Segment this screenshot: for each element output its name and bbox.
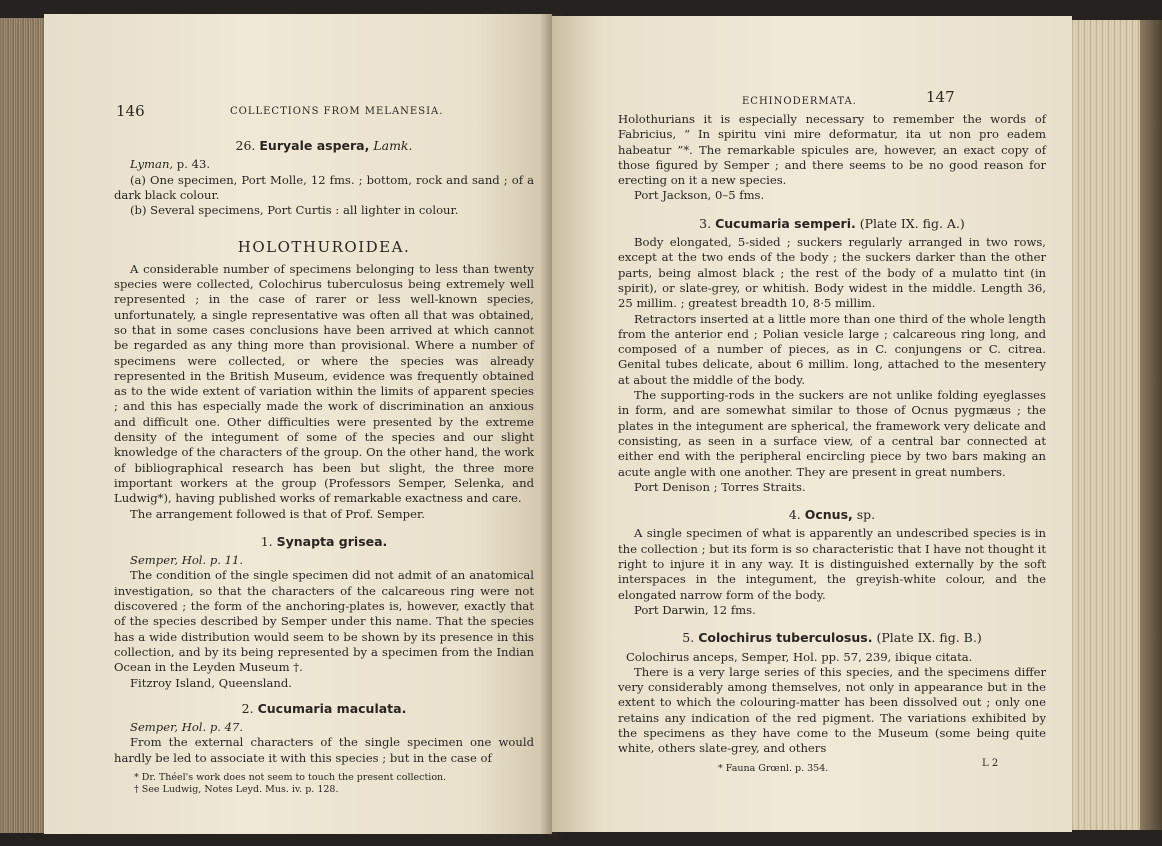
colochirus-heading: [618, 630, 1046, 645]
footnote-2: † See Ludwig, Notes Leyd. Mus. iv. p. 128.: [134, 783, 339, 795]
ocnus-locality: Port Darwin, 12 fms.: [634, 602, 756, 617]
continued-locality: Port Jackson, 0–5 fms.: [634, 188, 765, 203]
heading-name: Cucumaria maculata.: [257, 700, 407, 716]
left-page-text: [114, 130, 534, 796]
colochirus-synonym: Colochirus anceps, Semper, Hol. pp. 57, 239, ibique citata.: [626, 649, 973, 664]
semperi-para-1: Body elongated, 5-sided ; suckers regularly arranged in two rows, except at the two ends of the body ; the suckers darker than the other parts, being almost black ; the rest of the body of a mulatto tint (in spirit), or slate-grey, or whitish. Body widest in the middle. Length 36, 25 millim. ; greatest breadth 10, 8·5 millim.: [618, 235, 1046, 311]
heading-name: Ocnus,: [804, 507, 853, 523]
ref-page: p. 43.: [176, 157, 211, 172]
heading-plate: (Plate IX. fig. B.): [876, 630, 982, 646]
heading-plate: (Plate IX. fig. A.): [859, 215, 965, 231]
euryale-b: (b) Several specimens, Port Curtis : all lighter in colour.: [130, 203, 459, 218]
cucumaria-semperi-heading: [618, 216, 1046, 231]
holothuroidea-para-2: The arrangement followed is that of Prof. Semper.: [130, 506, 425, 521]
running-head-left: COLLECTIONS FROM MELANESIA.: [230, 106, 444, 117]
synapta-para: The condition of the single specimen did not admit of an anatomical investigation, so that the characters of the calcareous ring were not discovered ; the form of the anchoring-plates is, however, exactly that of the species described by Semper under this name. That the species has a wide distribution would seem to be shown by its presence in this collection, and by its being represented by a specimen from the Indian Ocean in the Leyden Museum †.: [114, 568, 534, 675]
footnote-right: * Fauna Grœnl. p. 354.: [718, 762, 829, 774]
semperi-para-3: The supporting-rods in the suckers are not unlike folding eyeglasses in form, and are somewhat similar to those of Ocnus pygmæus ; the plates in the integument are spherical, the framework very delicate and consisting, as seen in a surface view, of a central bar connected at either end with the peripheral encircling piece by two bars making an acute angle with one another. They are present in great numbers.: [618, 388, 1046, 479]
page-number-left: 146: [116, 102, 145, 120]
euryale-reference: [114, 157, 534, 172]
heading-number: 3.: [699, 215, 712, 231]
cucumaria-maculata-heading: [114, 701, 534, 716]
euryale-heading: [114, 138, 534, 153]
semperi-locality: Port Denison ; Torres Straits.: [634, 479, 806, 494]
left-page: [44, 14, 552, 834]
signature-mark: L 2: [982, 758, 999, 769]
cucumaria-maculata-reference: Semper, Hol. p. 47.: [130, 720, 244, 735]
synapta-reference: Semper, Hol. p. 11.: [130, 553, 244, 568]
left-footnotes: [114, 772, 534, 796]
heading-name: Cucumaria semperi.: [715, 215, 856, 231]
heading-number: 5.: [682, 630, 695, 646]
ocnus-para: A single specimen of what is apparently an undescribed species is in the collection ; but its form is so characteristic that I have not thought it right to injure it in any way. It is distinguished externally by the soft interspaces in the integument, the greyish-white colour, and the elongated narrow form of the body.: [618, 526, 1046, 602]
holothuroidea-para-1: A considerable number of specimens belonging to less than twenty species were collected, Colochirus tuberculosus being extremely well represented ; in the case of rarer or less well-known species, unfortunately, a single representative was often all that was obtained, so that in some cases conclusions have been arrived at which cannot be regarded as any thing more than provisional. Where a number of specimens were collected, or where the species was already represented in the British Museum, evidence was frequently obtained as to the wide extent of variation within the limits of apparent species ; and this has especially made the work of discrimination an anxious and difficult one. Other difficulties were presented by the extreme density of the integument of some of the species and our slight knowledge of the characters of the group. On the other hand, the work of bibliographical research has been but slight, the three more important workers at the group (Professors Semper, Selenka, and Ludwig*), having published works of remarkable exactness and care.: [114, 261, 534, 506]
heading-number: 1.: [260, 533, 273, 549]
heading-number: 26.: [235, 138, 256, 153]
holothuroidea-title: HOLOTHUROIDEA.: [237, 238, 411, 257]
right-cover-edge: [1140, 20, 1162, 830]
left-page-edges: [0, 18, 48, 833]
cucumaria-maculata-para: From the external characters of the single specimen one would hardly be led to associate it with this species ; but in the case of: [114, 735, 534, 765]
heading-number: 4.: [788, 507, 801, 523]
heading-name: Colochirus tuberculosus.: [698, 630, 873, 646]
right-page-text: [618, 112, 1046, 775]
ref-author: Lyman,: [130, 157, 174, 172]
heading-number: 2.: [241, 700, 254, 716]
page-number-right: 147: [926, 88, 955, 106]
synapta-locality: Fitzroy Island, Queensland.: [130, 675, 292, 690]
euryale-a: (a) One specimen, Port Molle, 12 fms. ; bottom, rock and sand ; of a dark black colour.: [114, 172, 534, 202]
colochirus-para: There is a very large series of this species, and the specimens differ very considerably among themselves, not only in appearance but in the extent to which the colouring-matter has been dissolved out ; only one retains any indication of the red pigment. The variations exhibited by the specimens as they have come to the Museum (some being quite white, others slate-grey, and others: [618, 664, 1046, 756]
heading-author: Lamk.: [373, 138, 413, 153]
heading-sp: sp.: [856, 507, 876, 523]
footnote-1: * Dr. Théel's work does not seem to touch the present collection.: [134, 771, 447, 783]
continued-para: Holothurians it is especially necessary to remember the words of Fabricius, “ In spiritu vini mire deformatur, ita ut non pro eadem habeatur ”*. The remarkable spicules are, however, an exact copy of those figured by Semper ; and there seems to be no good reason for erecting on it a new species.: [618, 112, 1046, 188]
heading-name: Synapta grisea.: [276, 533, 388, 549]
running-head-right: ECHINODERMATA.: [742, 96, 857, 107]
semperi-para-2: Retractors inserted at a little more than one third of the whole length from the anterior end ; Polian vesicle large ; calcareous ring long, and composed of a number of pieces, as in C. conjungens or C. citrea. Genital tubes delicate, about 6 millim. long, attached to the mesentery at about the middle of the body.: [618, 311, 1046, 387]
synapta-heading: [114, 534, 534, 549]
ocnus-heading: [618, 507, 1046, 522]
heading-name: Euryale aspera,: [259, 138, 370, 153]
right-page: [552, 16, 1072, 832]
